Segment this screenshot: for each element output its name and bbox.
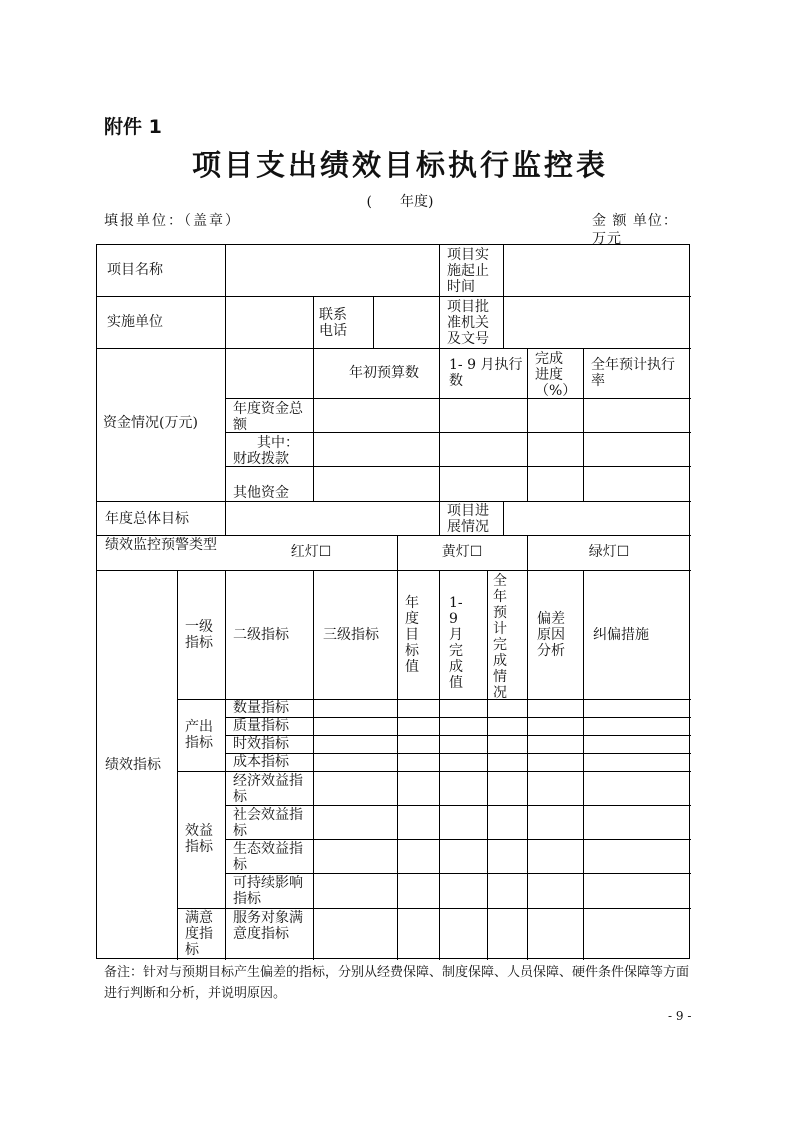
money-unit-label: 金 额 单位：万元 — [592, 213, 678, 247]
progress-label: 完成进度（%） — [535, 351, 577, 399]
filling-unit-label: 填报单位：（盖章） — [104, 213, 241, 229]
output-indicators-label: 产出指标 — [185, 719, 213, 751]
satisfaction-indicators-label: 满意度指标 — [185, 910, 213, 958]
impl-unit-label: 实施单位 — [107, 314, 163, 330]
annual-exec-rate-label: 全年预计执行率 — [591, 357, 675, 389]
fund-status-label: 资金情况(万元) — [103, 415, 198, 431]
cost-indicator: 成本指标 — [233, 754, 289, 770]
warning-type-label: 绩效监控预警类型 — [105, 537, 217, 553]
project-progress-label: 项目进展情况 — [447, 503, 489, 535]
initial-budget-label: 年初预算数 — [349, 365, 419, 381]
row-line — [177, 908, 691, 909]
approval-label: 项目批准机关及文号 — [447, 299, 489, 347]
col-line — [439, 296, 440, 348]
monitoring-table — [96, 244, 690, 959]
col-line — [313, 570, 314, 960]
annual-goal-label: 年度总体目标 — [105, 511, 189, 527]
yellow-light-option[interactable]: 黄灯☐ — [441, 544, 483, 560]
row-line — [97, 570, 691, 571]
col-line — [373, 296, 374, 348]
col-line — [503, 245, 504, 296]
social-indicator: 社会效益指标 — [233, 807, 303, 839]
col-line — [439, 245, 440, 296]
correction-label: 纠偏措施 — [593, 627, 649, 643]
col-line — [225, 245, 226, 535]
col-line — [527, 570, 528, 960]
row-line — [225, 398, 691, 399]
quality-indicator: 质量指标 — [233, 718, 289, 734]
timeliness-indicator: 时效指标 — [233, 736, 289, 752]
remark-note: 备注：针对与预期目标产生偏差的指标，分别从经费保障、制度保障、人员保障、硬件条件保障等方面进行判断和分析，并说明原因。 — [104, 965, 690, 1001]
fiscal-label: 财政拨款 — [233, 451, 289, 467]
row-line — [225, 873, 691, 874]
page-number: - 9 - — [668, 1009, 692, 1023]
form-title: 项目支出绩效目标执行监控表 — [191, 148, 608, 182]
year-label: ( 年度) — [366, 194, 434, 210]
row-line — [97, 501, 691, 502]
red-light-option[interactable]: 红灯☐ — [290, 544, 332, 560]
perf-indicators-label: 绩效指标 — [105, 757, 161, 773]
of-which-label: 其中： — [257, 435, 299, 451]
col-line — [503, 501, 504, 535]
contact-phone-label: 联系电话 — [319, 307, 347, 339]
col-line — [583, 348, 584, 501]
col-line — [583, 570, 584, 960]
col-line — [313, 296, 314, 348]
level2-label: 二级指标 — [233, 627, 289, 643]
col-line — [487, 570, 488, 960]
row-line — [225, 839, 691, 840]
row-line — [97, 296, 691, 297]
col-line — [177, 570, 178, 960]
annual-expected-label: 全年预计完成情况 — [493, 573, 507, 701]
annual-target-label: 年度目标值 — [405, 595, 419, 675]
col-line — [439, 348, 440, 501]
row-line — [97, 348, 691, 349]
col-line — [503, 296, 504, 348]
col-line — [313, 348, 314, 501]
row-line — [177, 771, 691, 772]
col-line — [439, 570, 440, 960]
project-name-label: 项目名称 — [107, 262, 163, 278]
annual-total-label: 年度资金总额 — [233, 401, 303, 433]
sustainable-indicator: 可持续影响指标 — [233, 875, 303, 907]
economic-indicator: 经济效益指标 — [233, 773, 303, 805]
col-line — [397, 570, 398, 960]
benefit-indicators-label: 效益指标 — [185, 823, 213, 855]
green-light-option[interactable]: 绿灯☐ — [588, 544, 630, 560]
deviation-reason-label: 偏差原因分析 — [537, 611, 565, 659]
attachment-label: 附件 1 — [104, 116, 162, 138]
service-target-indicator: 服务对象满意度指标 — [233, 910, 303, 942]
other-funds-label: 其他资金 — [233, 485, 289, 501]
row-line — [225, 805, 691, 806]
executed-1-9-label: 1- 9 月执行数 — [449, 357, 523, 389]
col-line — [527, 348, 528, 501]
level3-label: 三级指标 — [323, 627, 379, 643]
impl-period-label: 项目实施起止时间 — [447, 247, 489, 295]
level1-label: 一级指标 — [185, 619, 213, 651]
quantity-indicator: 数量指标 — [233, 700, 289, 716]
ecological-indicator: 生态效益指标 — [233, 841, 303, 873]
done-1-9-label: 1-9月完成值 — [449, 595, 463, 691]
row-line — [97, 535, 691, 536]
col-line — [439, 501, 440, 535]
col-line — [225, 570, 226, 960]
